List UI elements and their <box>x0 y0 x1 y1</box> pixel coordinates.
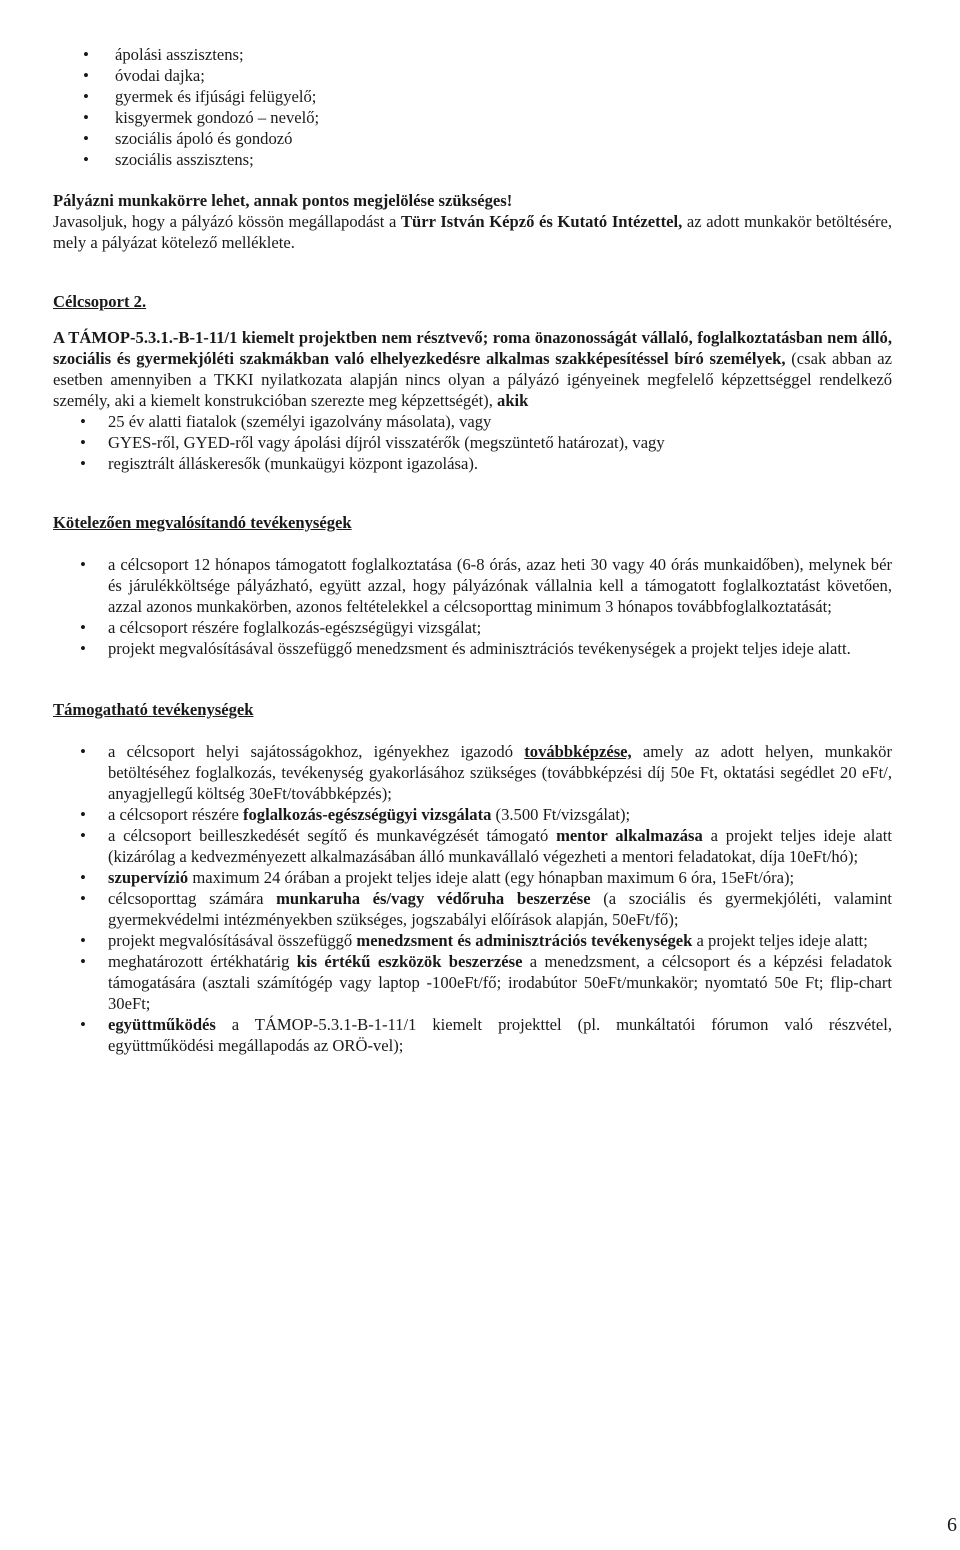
text-run: mentor alkalmazása <box>556 826 703 845</box>
text-run: menedzsment és adminisztrációs tevékenységek <box>356 931 693 950</box>
occupation-list <box>53 44 892 170</box>
list-item: • a célcsoport részére foglalkozás-egészségügyi vizsgálat; <box>108 617 892 638</box>
mandatory-activities-heading: Kötelezően megvalósítandó tevékenységek <box>53 513 352 532</box>
text-run: meghatározott értékhatárig <box>108 952 297 971</box>
text-run: Javasoljuk, hogy a pályázó kössön megállapodást a <box>53 212 401 231</box>
list-item: • GYES-ről, GYED-ről vagy ápolási díjról visszatérők (megszüntető határozat), vagy <box>108 432 892 453</box>
institute-name: Türr István Képző és Kutató Intézettel, <box>400 212 683 231</box>
application-notice: Pályázni munkakörre lehet, annak pontos megjelölése szükséges! <box>53 191 513 210</box>
text-run: munkaruha és/vagy védőruha beszerzése <box>276 889 591 908</box>
text-run: a célcsoport beilleszkedését segítő és munkavégzését támogató <box>108 826 557 845</box>
text-run: a célcsoport helyi sajátosságokhoz, igényekhez igazodó <box>108 742 525 761</box>
text-run: továbbképzése, <box>524 742 632 761</box>
text-run: (3.500 Ft/vizsgálat); <box>491 805 631 824</box>
text-run: a menedzsment, a célcsoport és a képzési feladatok támogatására (asztali számítógép vagy laptop -100eFt/fő; irodabútor 50eFt/munkakör; nyomtató 50e Ft; flip-chart 30eFt; <box>108 952 893 1013</box>
text-run: (csak abban az esetben amennyiben a TKKI nyilatkozata alapján nincs olyan a pályázó igényeinek megfelelő képzettséggel rendelkező személy, aki a kiemelt konstrukcióban szerezte meg képzettségét), <box>53 349 892 410</box>
text-run: A TÁMOP-5.3.1.-B-1-11/1 kiemelt projektben nem résztvevő; roma önazonosságát vállaló, foglalkoztatásban nem álló, szociális és gyermekjóléti szakmákban való elhelyezkedésre alkalmas szakképesítéssel bíró személyek, <box>53 328 892 368</box>
list-item: • projekt megvalósításával összefüggő menedzsment és adminisztrációs tevékenységek a projekt teljes ideje alatt. <box>108 638 892 659</box>
list-item: • kisgyermek gondozó – nevelő; <box>53 107 892 128</box>
text-run: (a szociális és gyermekjóléti, valamint gyermekvédelmi intézményekben szükséges, jogszabályi előírások alapján, 50eFt/fő); <box>108 889 892 929</box>
list-item: • regisztrált álláskeresők (munkaügyi központ igazolása). <box>108 453 892 474</box>
list-item <box>108 951 892 1014</box>
text-run: együttműködés <box>108 1015 216 1034</box>
text-run: projekt megvalósításával összefüggő <box>108 931 357 950</box>
list-item: • szociális asszisztens; <box>53 149 892 170</box>
list-item: • gyermek és ifjúsági felügyelő; <box>53 86 892 107</box>
list-item <box>108 804 892 825</box>
text-run: a projekt teljes ideje alatt (kizárólag a kedvezményezett alkalmazásában álló munkavállaló végezheti a mentori feladatokat, díja 10eFt/hó); <box>108 826 892 866</box>
target-group-paragraph <box>53 327 892 411</box>
list-item: • szociális ápoló és gondozó <box>53 128 892 149</box>
list-item <box>108 825 892 867</box>
text-run: az adott munkakör betöltésére, mely a pályázat kötelező melléklete. <box>53 212 892 252</box>
list-item: • a célcsoport 12 hónapos támogatott foglalkoztatása (6-8 órás, azaz heti 30 vagy 40 órás munkaidőben), melynek bér és járulékköltsége pályázható, együtt azzal, hogy pályázónak vállalnia kell a támogatott foglalkoztatást követően, azzal azonos munkakörben, azonos feltételekkel a célcsoporttag minimum 3 hónapos továbbfoglalkoztatását; <box>108 554 892 617</box>
text-run: amely az adott helyen, munkakör betöltéséhez foglalkozás, tevékenység gyakorlásához szükséges (továbbképzési díj 50e Ft, oktatási segédlet 20 eFt/, anyagjellegű költség 30eFt/továbbképzés); <box>108 742 892 803</box>
text-run: kis értékű eszközök beszerzése <box>296 952 523 971</box>
agreement-paragraph <box>53 211 892 253</box>
list-item <box>108 741 892 804</box>
text-run: maximum 24 órában a projekt teljes ideje alatt (egy hónapban maximum 6 óra, 15eFt/óra); <box>188 868 795 887</box>
list-item <box>108 930 892 951</box>
list-item <box>108 867 892 888</box>
page-number: 6 <box>947 1514 957 1536</box>
text-run: a projekt teljes ideje alatt; <box>692 931 868 950</box>
target-group-heading: Célcsoport 2. <box>53 292 147 311</box>
list-item <box>108 888 892 930</box>
text-run: akik <box>497 391 529 410</box>
page-content <box>53 44 892 1056</box>
text-run: célcsoporttag számára <box>108 889 277 908</box>
text-run: a célcsoport részére <box>108 805 243 824</box>
list-item <box>108 1014 892 1056</box>
text-run: a TÁMOP-5.3.1-B-1-11/1 kiemelt projekttel (pl. munkáltatói fórumon való részvétel, együttműködési megállapodás az ORÖ-vel); <box>108 1015 892 1055</box>
text-run: foglalkozás-egészségügyi vizsgálata <box>242 805 492 824</box>
supported-activities-list <box>108 741 892 1056</box>
supported-activities-heading: Támogatható tevékenységek <box>53 700 254 719</box>
target-group-list <box>108 411 892 474</box>
list-item: • 25 év alatti fiatalok (személyi igazolvány másolata), vagy <box>108 411 892 432</box>
mandatory-activities-list <box>108 554 892 659</box>
list-item: • ápolási asszisztens; <box>53 44 892 65</box>
text-run: szupervízió <box>108 868 189 887</box>
list-item: • óvodai dajka; <box>53 65 892 86</box>
